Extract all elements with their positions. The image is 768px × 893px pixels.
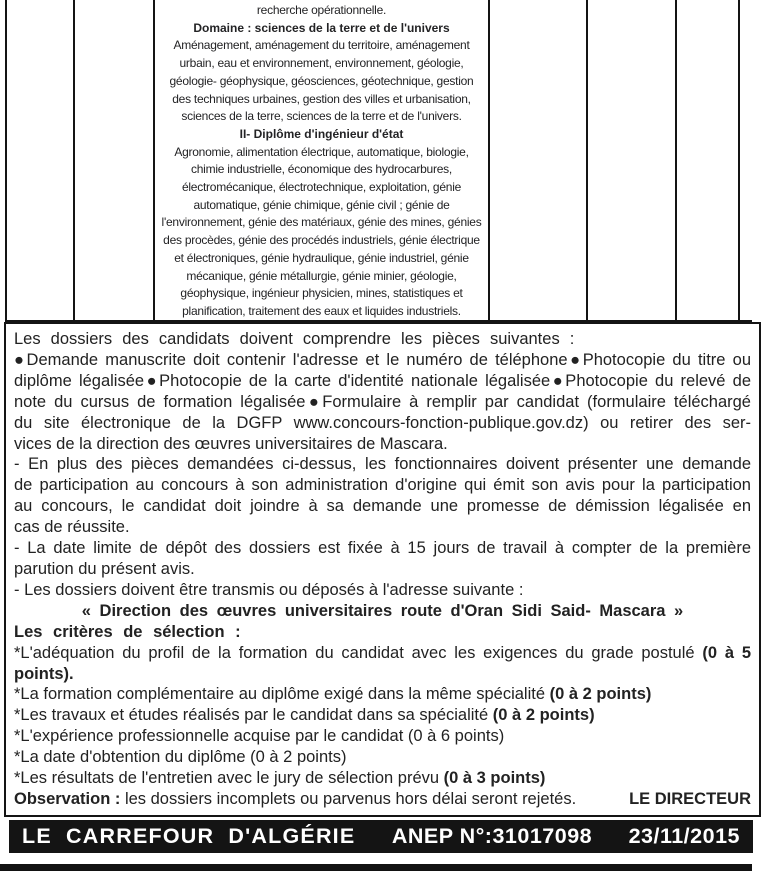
body-line: Les critères de sélection :: [14, 622, 241, 641]
body-line: *L'expérience professionnelle acquise par le candidat (0 à 6 points): [14, 727, 505, 746]
table-cell-line: des procèdes, génie des procédés industriels, génie électrique: [163, 233, 480, 248]
table-cell-line: électromécanique, électrotechnique, exploitation, génie: [181, 180, 462, 195]
body-line: note du cursus de formation légalisée●Formulaire à remplir par candidat (formulaire téléchargé: [14, 392, 751, 411]
table-cell-line: sciences de la terre, sciences de la terre et de l'univers.: [181, 109, 462, 124]
publication-date: 23/11/2015: [628, 823, 740, 848]
body-line: - La date limite de dépôt des dossiers est fixée à 15 jours de travail à compter de la première: [14, 539, 751, 558]
body-line: points).: [14, 664, 74, 683]
requirements-table: [5, 0, 752, 322]
table-cell-line: automatique, génie chimique, génie civil ; génie de: [193, 197, 450, 212]
body-text: [4, 322, 761, 817]
observation-text: Observation : les dossiers incomplets ou parvenus hors délai seront rejetés.: [14, 789, 577, 808]
bottom-rule: [0, 864, 752, 871]
body-line: de participation au concours à son administration d'origine qui émit son avis pour la participation: [14, 476, 751, 495]
body-line: *L'adéquation du profil de la formation du candidat avec les exigences du grade postulé (0 à 5: [14, 643, 751, 662]
table-cell-line: mécanique, génie métallurgie, génie minier, géologie,: [186, 268, 457, 283]
table-cell-line: Agronomie, alimentation électrique, automatique, biologie,: [174, 144, 469, 159]
body-line: *La date d'obtention du diplôme (0 à 2 points): [14, 748, 347, 767]
body-line: au concours, le candidat doit joindre à sa demande une promesse de démission légalisée en: [14, 497, 751, 516]
body-line: Les dossiers des candidats doivent comprendre les pièces suivantes :: [14, 330, 575, 348]
table-cell-line: recherche opérationnelle.: [256, 3, 387, 17]
body-line: « Direction des œuvres universitaires route d'Oran Sidi Said- Mascara »: [81, 601, 684, 620]
anep-number: ANEP N°:31017098: [391, 823, 593, 848]
table-cell-line: urbain, eau et environnement, environnement, géologie,: [179, 56, 464, 71]
body-line: *Les travaux et études réalisés par le candidat dans sa spécialité (0 à 2 points): [14, 706, 595, 725]
newspaper-footer-bar: [9, 820, 753, 853]
signature: LE DIRECTEUR: [629, 789, 751, 808]
body-line: *La formation complémentaire au diplôme exigé dans la même spécialité (0 à 2 points): [14, 685, 652, 704]
table-cell-line: chimie industrielle, économique des hydrocarbures,: [191, 162, 452, 177]
table-cell-4: [490, 0, 588, 320]
diploma-cell: [155, 0, 490, 320]
body-line: [14, 789, 751, 810]
table-cell-line: géophysique, ingénieur physicien, mines, statistiques et: [180, 286, 463, 301]
body-line: - En plus des pièces demandées ci-dessus, les fonctionnaires doivent présenter une demande: [14, 455, 751, 474]
body-line: du site électronique de la DGFP www.concours-fonction-publique.gov.dz) ou retirer des ser-: [14, 413, 751, 432]
body-line: - Les dossiers doivent être transmis ou déposés à l'adresse suivante :: [14, 580, 524, 599]
table-cell-line: planification, traitement des eaux et liquides industriels.: [182, 303, 461, 318]
table-cell-6: [677, 0, 740, 320]
body-line: diplôme légalisée●Photocopie de la carte d'identité nationale légalisée●Photocopie du relevé de: [14, 371, 751, 390]
table-cell-line: II- Diplôme d'ingénieur d'état: [239, 126, 404, 141]
newspaper-name: LE CARREFOUR D'ALGÉRIE: [22, 823, 356, 848]
table-cell-line: l'environnement, génie des matériaux, génie des mines, génies: [161, 215, 482, 230]
body-line: ●Demande manuscrite doit contenir l'adresse et le numéro de téléphone●Photocopie du titre ou: [14, 350, 751, 369]
table-cell-line: Domaine : sciences de la terre et de l'univers: [193, 20, 450, 35]
body-line: vices de la direction des œuvres universitaires de Mascara.: [14, 434, 448, 453]
table-cell-line: Aménagement, aménagement du territoire, aménagement: [173, 38, 470, 53]
body-line: *Les résultats de l'entretien avec le jury de sélection prévu (0 à 3 points): [14, 769, 546, 788]
body-line: cas de réussite.: [14, 518, 130, 537]
table-cell-1: [7, 0, 75, 320]
table-cell-line: des techniques urbaines, gestion des villes et urbanisation,: [172, 91, 471, 106]
table-cell-line: et électroniques, génie hydraulique, génie industriel, génie: [174, 250, 469, 265]
table-cell-2: [75, 0, 155, 320]
table-cell-line: géologie- géophysique, géosciences, géotechnique, gestion: [169, 73, 474, 88]
body-line: parution du présent avis.: [14, 559, 195, 578]
table-cell-5: [588, 0, 677, 320]
